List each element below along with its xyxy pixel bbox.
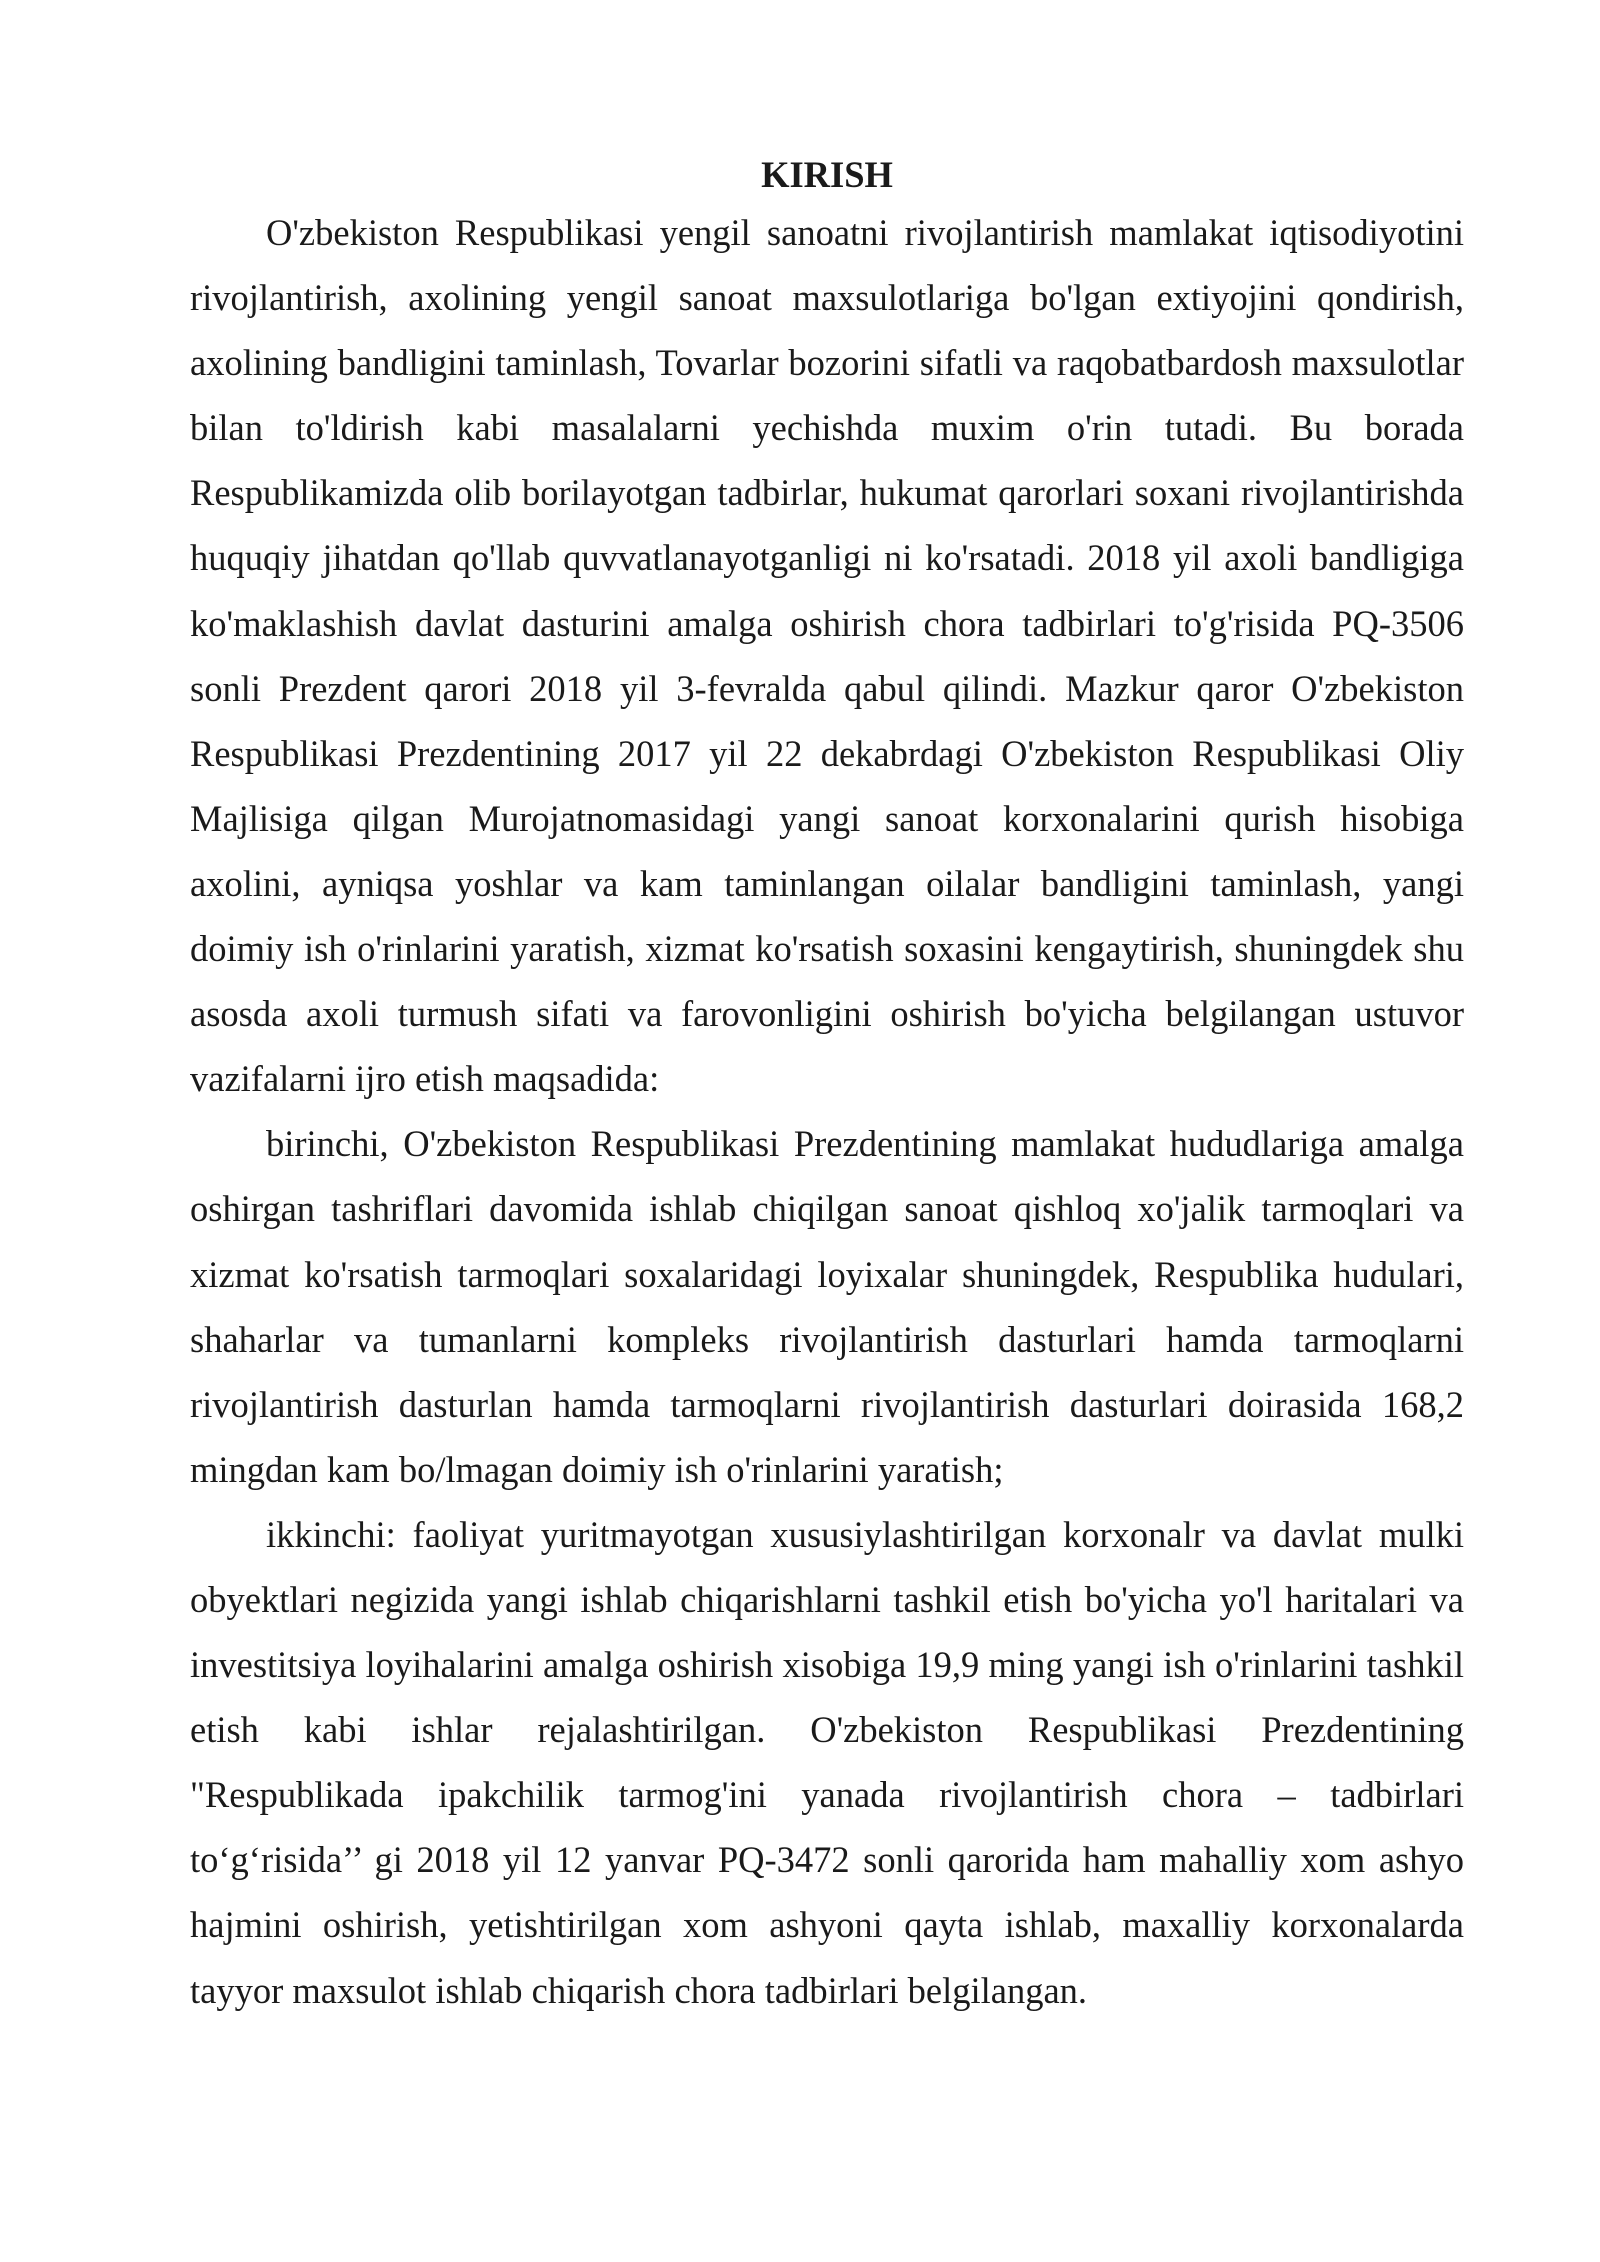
paragraph-second-point: ikkinchi: faoliyat yuritmayotgan xususiylashtirilgan korxonalr va davlat mulki obyektlari negizida yangi ishlab chiqarishlarni tashkil etish bo'yicha yo'l haritalari va investitsiya loyihalarini amalga oshirish xisobiga 19,9 ming yangi ish o'rinlarini tashkil etish kabi ishlar rejalashtirilgan. O'zbekiston Respublikasi Prezdentining "Respublikada ipakchilik tarmog'ini yanada rivojlantirish chora – tadbirlari to‘g‘risida’’ gi 2018 yil 12 yanvar PQ-3472 sonli qarorida ham mahalliy xom ashyo hajmini oshirish, yetishtirilgan xom ashyoni qayta ishlab, maxalliy korxonalarda tayyor maxsulot ishlab chiqarish chora tadbirlari belgilangan. [190, 1513, 1464, 2011]
paragraph-first-point: birinchi, O'zbekiston Respublikasi Prezdentining mamlakat hududlariga amalga oshirgan tashriflari davomida ishlab chiqilgan sanoat qishloq xo'jalik tarmoqlari va xizmat ko'rsatish tarmoqlari soxalaridagi loyixalar shuningdek, Respublika hudulari, shaharlar va tumanlarni kompleks rivojlantirish dasturlari hamda tarmoqlarni rivojlantirish dasturlan hamda tarmoqlarni rivojlantirish dasturlari doirasida 168,2 mingdan kam bo/lmagan doimiy ish o'rinlarini yaratish; [190, 1123, 1464, 1490]
document-title: KIRISH [761, 154, 893, 195]
document-page [190, 150, 1464, 2023]
paragraph-intro: O'zbekiston Respublikasi yengil sanoatni rivojlantirish mamlakat iqtisodiyotini rivojlantirish, axolining yengil sanoat maxsulotlariga bo'lgan extiyojini qondirish, axolining bandligini taminlash, Tovarlar bozorini sifatli va raqobatbardosh maxsulotlar bilan to'ldirish kabi masalalarni yechishda muxim o'rin tutadi. Bu borada Respublikamizda olib borilayotgan tadbirlar, hukumat qarorlari soxani rivojlantirishda huquqiy jihatdan qo'llab quvvatlanayotganligi ni ko'rsatadi. 2018 yil axoli bandligiga ko'maklashish davlat dasturini amalga oshirish chora tadbirlari to'g'risida PQ-3506 sonli Prezdent qarori 2018 yil 3-fevralda qabul qilindi. Mazkur qaror O'zbekiston Respublikasi Prezdentining 2017 yil 22 dekabrdagi O'zbekiston Respublikasi Oliy Majlisiga qilgan Murojatnomasidagi yangi sanoat korxonalarini qurish hisobiga axolini, ayniqsa yoshlar va kam taminlangan oilalar bandligini taminlash, yangi doimiy ish o'rinlarini yaratish, xizmat ko'rsatish soxasini kengaytirish, shuningdek shu asosda axoli turmush sifati va farovonligini oshirish bo'yicha belgilangan ustuvor vazifalarni ijro etish maqsadida: [190, 212, 1464, 1100]
